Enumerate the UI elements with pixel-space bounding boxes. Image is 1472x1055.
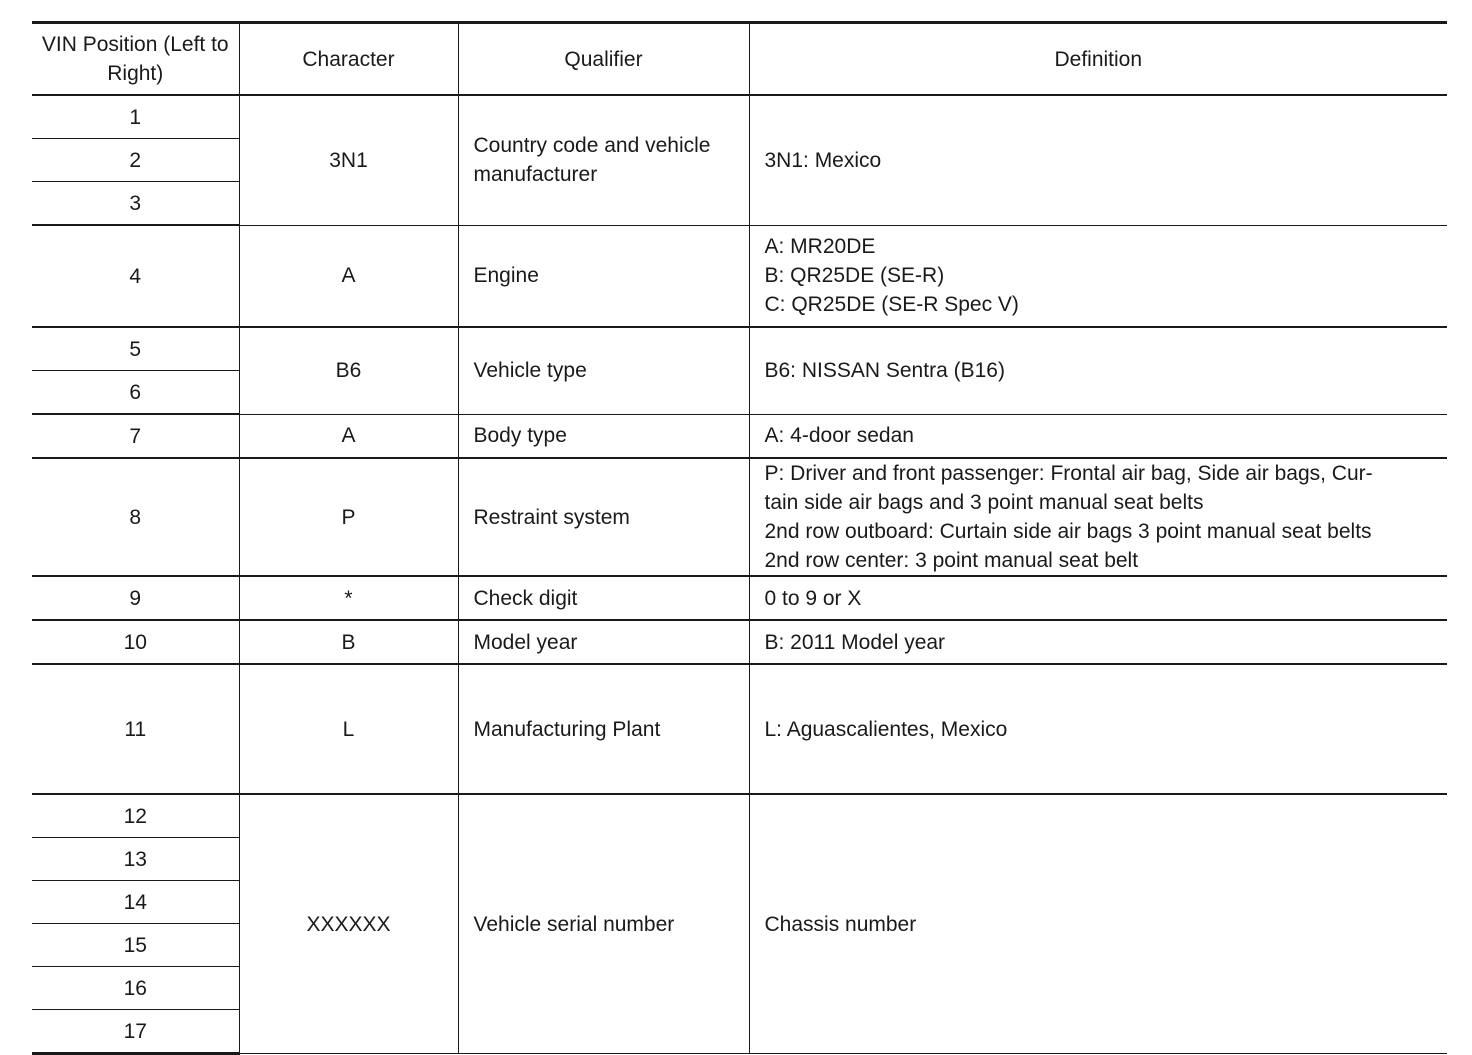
definition-line: 0 to 9 or X <box>764 586 862 610</box>
vin-position-cell: 7 <box>32 414 239 458</box>
character-cell: A <box>239 414 458 458</box>
definition-line: P: Driver and front passenger: Frontal air bag, Side air bags, Cur- <box>764 462 1373 485</box>
definition-line: B: QR25DE (SE-R) <box>764 264 945 288</box>
definition-line: B: 2011 Model year <box>764 630 946 654</box>
definition-line: Chassis number <box>764 912 917 936</box>
vin-position-cell: 2 <box>32 139 239 182</box>
definition-line: A: MR20DE <box>764 235 876 259</box>
character-cell: L <box>239 664 458 794</box>
definition-cell <box>749 620 1447 664</box>
table-row <box>32 664 1447 794</box>
definition-line: L: Aguascalientes, Mexico <box>764 717 1008 741</box>
definition-line: A: 4-door sedan <box>764 424 914 448</box>
definition-cell <box>749 414 1447 458</box>
table-row <box>32 327 1447 371</box>
definition-line: 3N1: Mexico <box>764 148 882 172</box>
definition-line: 2nd row outboard: Curtain side air bags 3 point manual seat belts <box>764 520 1372 543</box>
vin-position-cell: 13 <box>32 838 239 881</box>
table-row <box>32 414 1447 458</box>
qualifier-cell: Check digit <box>458 576 749 620</box>
table-row <box>32 225 1447 327</box>
character-cell: * <box>239 576 458 620</box>
definition-cell <box>749 225 1447 327</box>
vin-position-cell: 11 <box>32 664 239 794</box>
qualifier-cell: Vehicle type <box>458 327 749 414</box>
vin-position-cell: 1 <box>32 95 239 139</box>
table-row <box>32 458 1447 576</box>
vin-position-cell: 14 <box>32 881 239 924</box>
vin-position-cell: 10 <box>32 620 239 664</box>
definition-cell <box>749 664 1447 794</box>
vin-position-cell: 9 <box>32 576 239 620</box>
vin-position-cell: 5 <box>32 327 239 371</box>
header-definition: Definition <box>749 23 1447 96</box>
header-character: Character <box>239 23 458 96</box>
qualifier-cell: Engine <box>458 225 749 327</box>
definition-cell <box>749 576 1447 620</box>
character-cell: A <box>239 225 458 327</box>
vin-table <box>32 21 1447 1055</box>
definition-cell <box>749 458 1447 576</box>
qualifier-cell: Model year <box>458 620 749 664</box>
definition-line: C: QR25DE (SE-R Spec V) <box>764 293 1019 317</box>
table-body <box>32 95 1447 1054</box>
vin-position-cell: 12 <box>32 794 239 838</box>
character-cell: XXXXXX <box>239 794 458 1054</box>
vin-position-cell: 6 <box>32 371 239 415</box>
table-row <box>32 95 1447 139</box>
vin-position-cell: 4 <box>32 225 239 327</box>
vin-position-cell: 3 <box>32 182 239 226</box>
table-row <box>32 794 1447 838</box>
qualifier-cell: Body type <box>458 414 749 458</box>
definition-cell <box>749 327 1447 414</box>
qualifier-cell: Manufacturing Plant <box>458 664 749 794</box>
character-cell: B <box>239 620 458 664</box>
definition-line: B6: NISSAN Sentra (B16) <box>764 359 1005 383</box>
header-row <box>32 23 1447 96</box>
vin-position-cell: 16 <box>32 967 239 1010</box>
vin-position-cell: 17 <box>32 1010 239 1054</box>
vin-position-cell: 15 <box>32 924 239 967</box>
character-cell: P <box>239 458 458 576</box>
header-qualifier: Qualifier <box>458 23 749 96</box>
definition-cell <box>749 794 1447 1054</box>
header-vin-position: VIN Position (Left to Right) <box>32 23 239 96</box>
table-header <box>32 23 1447 96</box>
definition-line: 2nd row center: 3 point manual seat belt <box>764 549 1139 572</box>
vin-position-cell: 8 <box>32 458 239 576</box>
definition-line: tain side air bags and 3 point manual seat belts <box>764 491 1204 514</box>
qualifier-cell: Vehicle serial number <box>458 794 749 1054</box>
character-cell: 3N1 <box>239 95 458 225</box>
table-row <box>32 576 1447 620</box>
table-row <box>32 620 1447 664</box>
definition-cell <box>749 95 1447 225</box>
character-cell: B6 <box>239 327 458 414</box>
qualifier-cell: Country code and vehicle manufacturer <box>458 95 749 225</box>
qualifier-cell: Restraint system <box>458 458 749 576</box>
